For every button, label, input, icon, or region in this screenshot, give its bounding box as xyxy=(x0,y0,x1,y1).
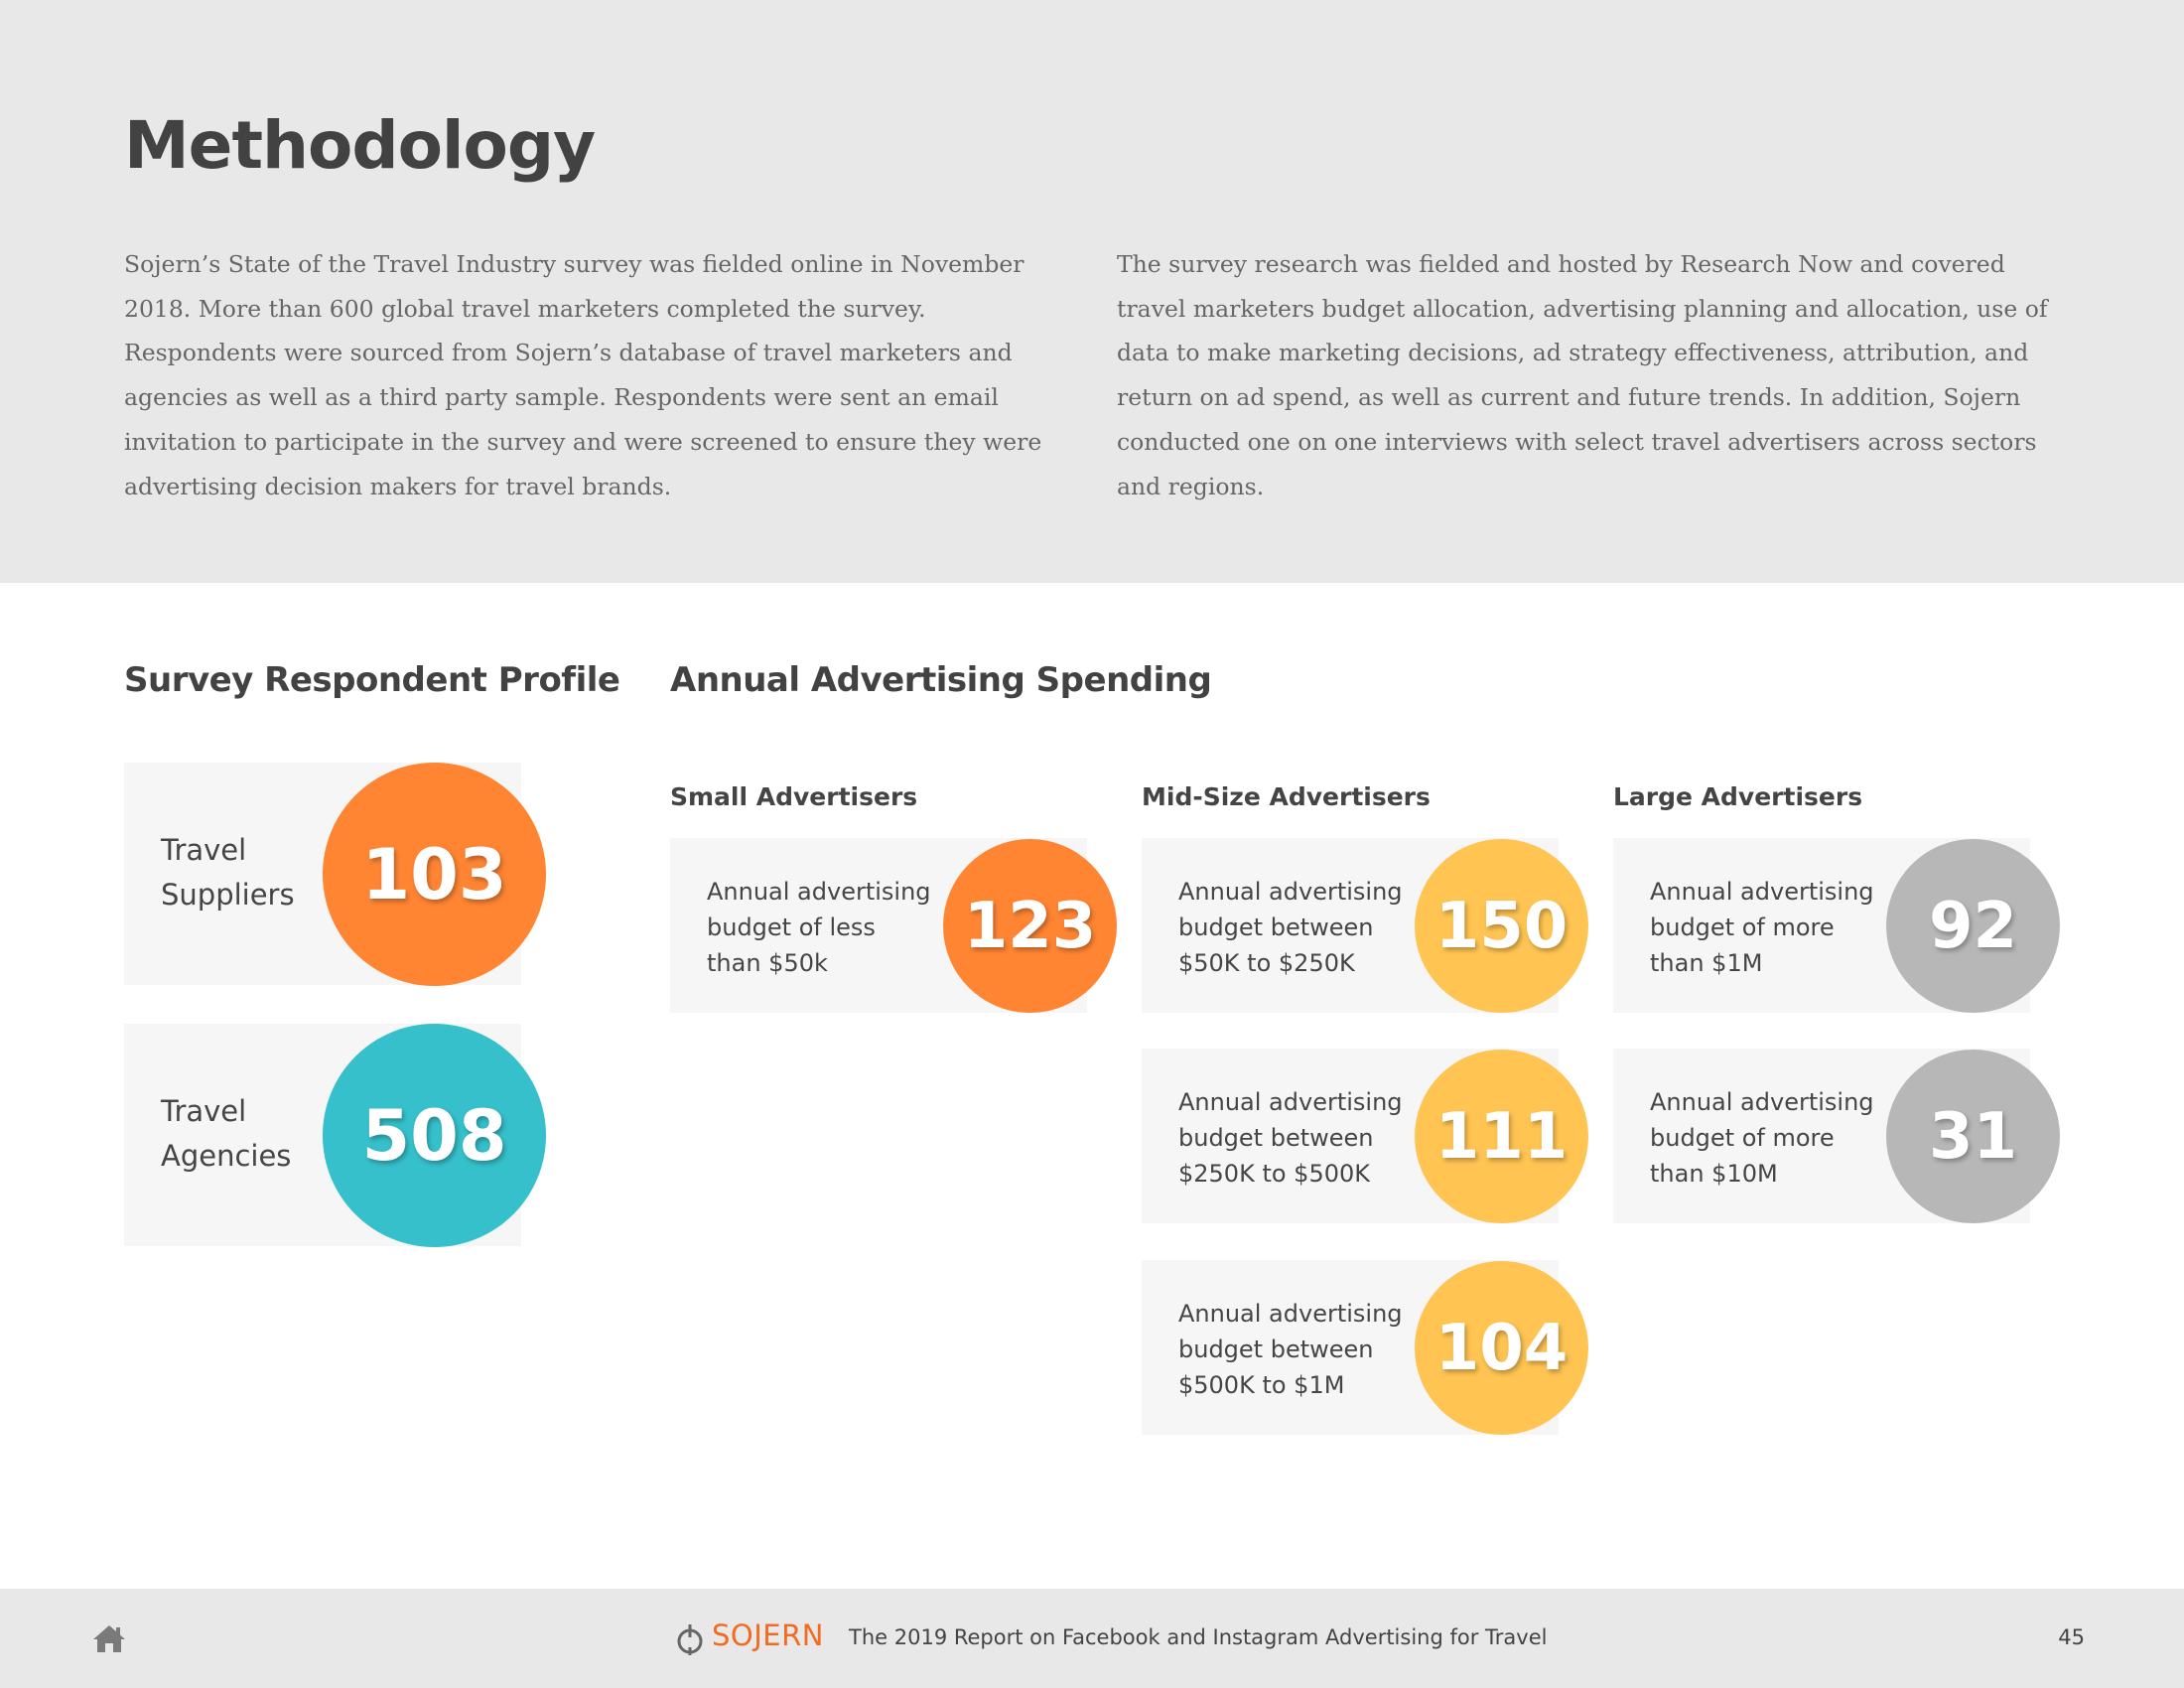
profile-count-circle: 508 xyxy=(323,1024,546,1247)
profile-heading: Survey Respondent Profile xyxy=(124,660,620,700)
methodology-paragraph-right: The survey research was fielded and hosted by Research Now and covered travel marketers budget allocation, advertising planning and allocation, use of data to make marketing decisions, ad strategy effectiveness, attribution, and return on ad spend, as well as current and future trends. In addition, Sojern conducted one on one interviews with select travel advertisers across sectors and regions. xyxy=(1117,250,2048,500)
budget-count-circle: 123 xyxy=(943,839,1117,1013)
mid-size-advertiser-card xyxy=(1142,1049,1569,1223)
home-icon[interactable] xyxy=(91,1622,127,1654)
sojern-logo-icon xyxy=(673,1622,707,1656)
large-advertisers-heading: Large Advertisers xyxy=(1613,782,1863,811)
mid-size-advertiser-card xyxy=(1142,1260,1569,1435)
budget-label: Annual advertising budget of less than $50k xyxy=(707,878,931,977)
footer xyxy=(0,1589,2184,1688)
large-advertiser-card xyxy=(1613,1049,2030,1223)
profile-card-travel-agencies xyxy=(124,1024,521,1246)
methodology-paragraph-left: Sojern’s State of the Travel Industry survey was fielded online in November 2018. More than 600 global travel marketers completed the survey. Respondents were sourced from Sojern’s database of travel marketers and agencies as well as a third party sample. Respondents were sent an email invitation to participate in the survey and were screened to ensure they were advertising decision makers for travel brands. xyxy=(124,250,1042,500)
budget-label: Annual advertising budget of more than $10M xyxy=(1650,1088,1874,1188)
budget-count-circle: 31 xyxy=(1886,1050,2060,1223)
mid-size-advertiser-card xyxy=(1142,838,1569,1013)
sojern-logo-text: SOJERN xyxy=(712,1618,824,1652)
budget-label: Annual advertising budget between $250K to $500K xyxy=(1178,1088,1403,1188)
budget-label: Annual advertising budget between $500K to $1M xyxy=(1178,1300,1403,1399)
profile-card-travel-suppliers xyxy=(124,763,521,985)
small-advertisers-heading: Small Advertisers xyxy=(670,782,918,811)
mid-size-advertisers-heading: Mid-Size Advertisers xyxy=(1142,782,1431,811)
page-title: Methodology xyxy=(124,107,596,184)
budget-count-circle: 92 xyxy=(1886,839,2060,1013)
profile-count-circle: 103 xyxy=(323,763,546,986)
profile-label: Travel Suppliers xyxy=(161,833,295,912)
profile-label: Travel Agencies xyxy=(161,1094,292,1173)
budget-count-circle: 150 xyxy=(1415,839,1588,1013)
large-advertiser-card xyxy=(1613,838,2030,1013)
page-number: 45 xyxy=(2058,1625,2085,1649)
budget-count-circle: 111 xyxy=(1415,1050,1588,1223)
spending-heading: Annual Advertising Spending xyxy=(670,660,1212,700)
budget-count-circle: 104 xyxy=(1415,1261,1588,1435)
budget-label: Annual advertising budget of more than $1M xyxy=(1650,878,1874,977)
budget-label: Annual advertising budget between $50K to $250K xyxy=(1178,878,1403,977)
small-advertiser-card xyxy=(670,838,1097,1013)
methodology-section xyxy=(0,0,2184,583)
report-title: The 2019 Report on Facebook and Instagram Advertising for Travel xyxy=(849,1625,1548,1649)
